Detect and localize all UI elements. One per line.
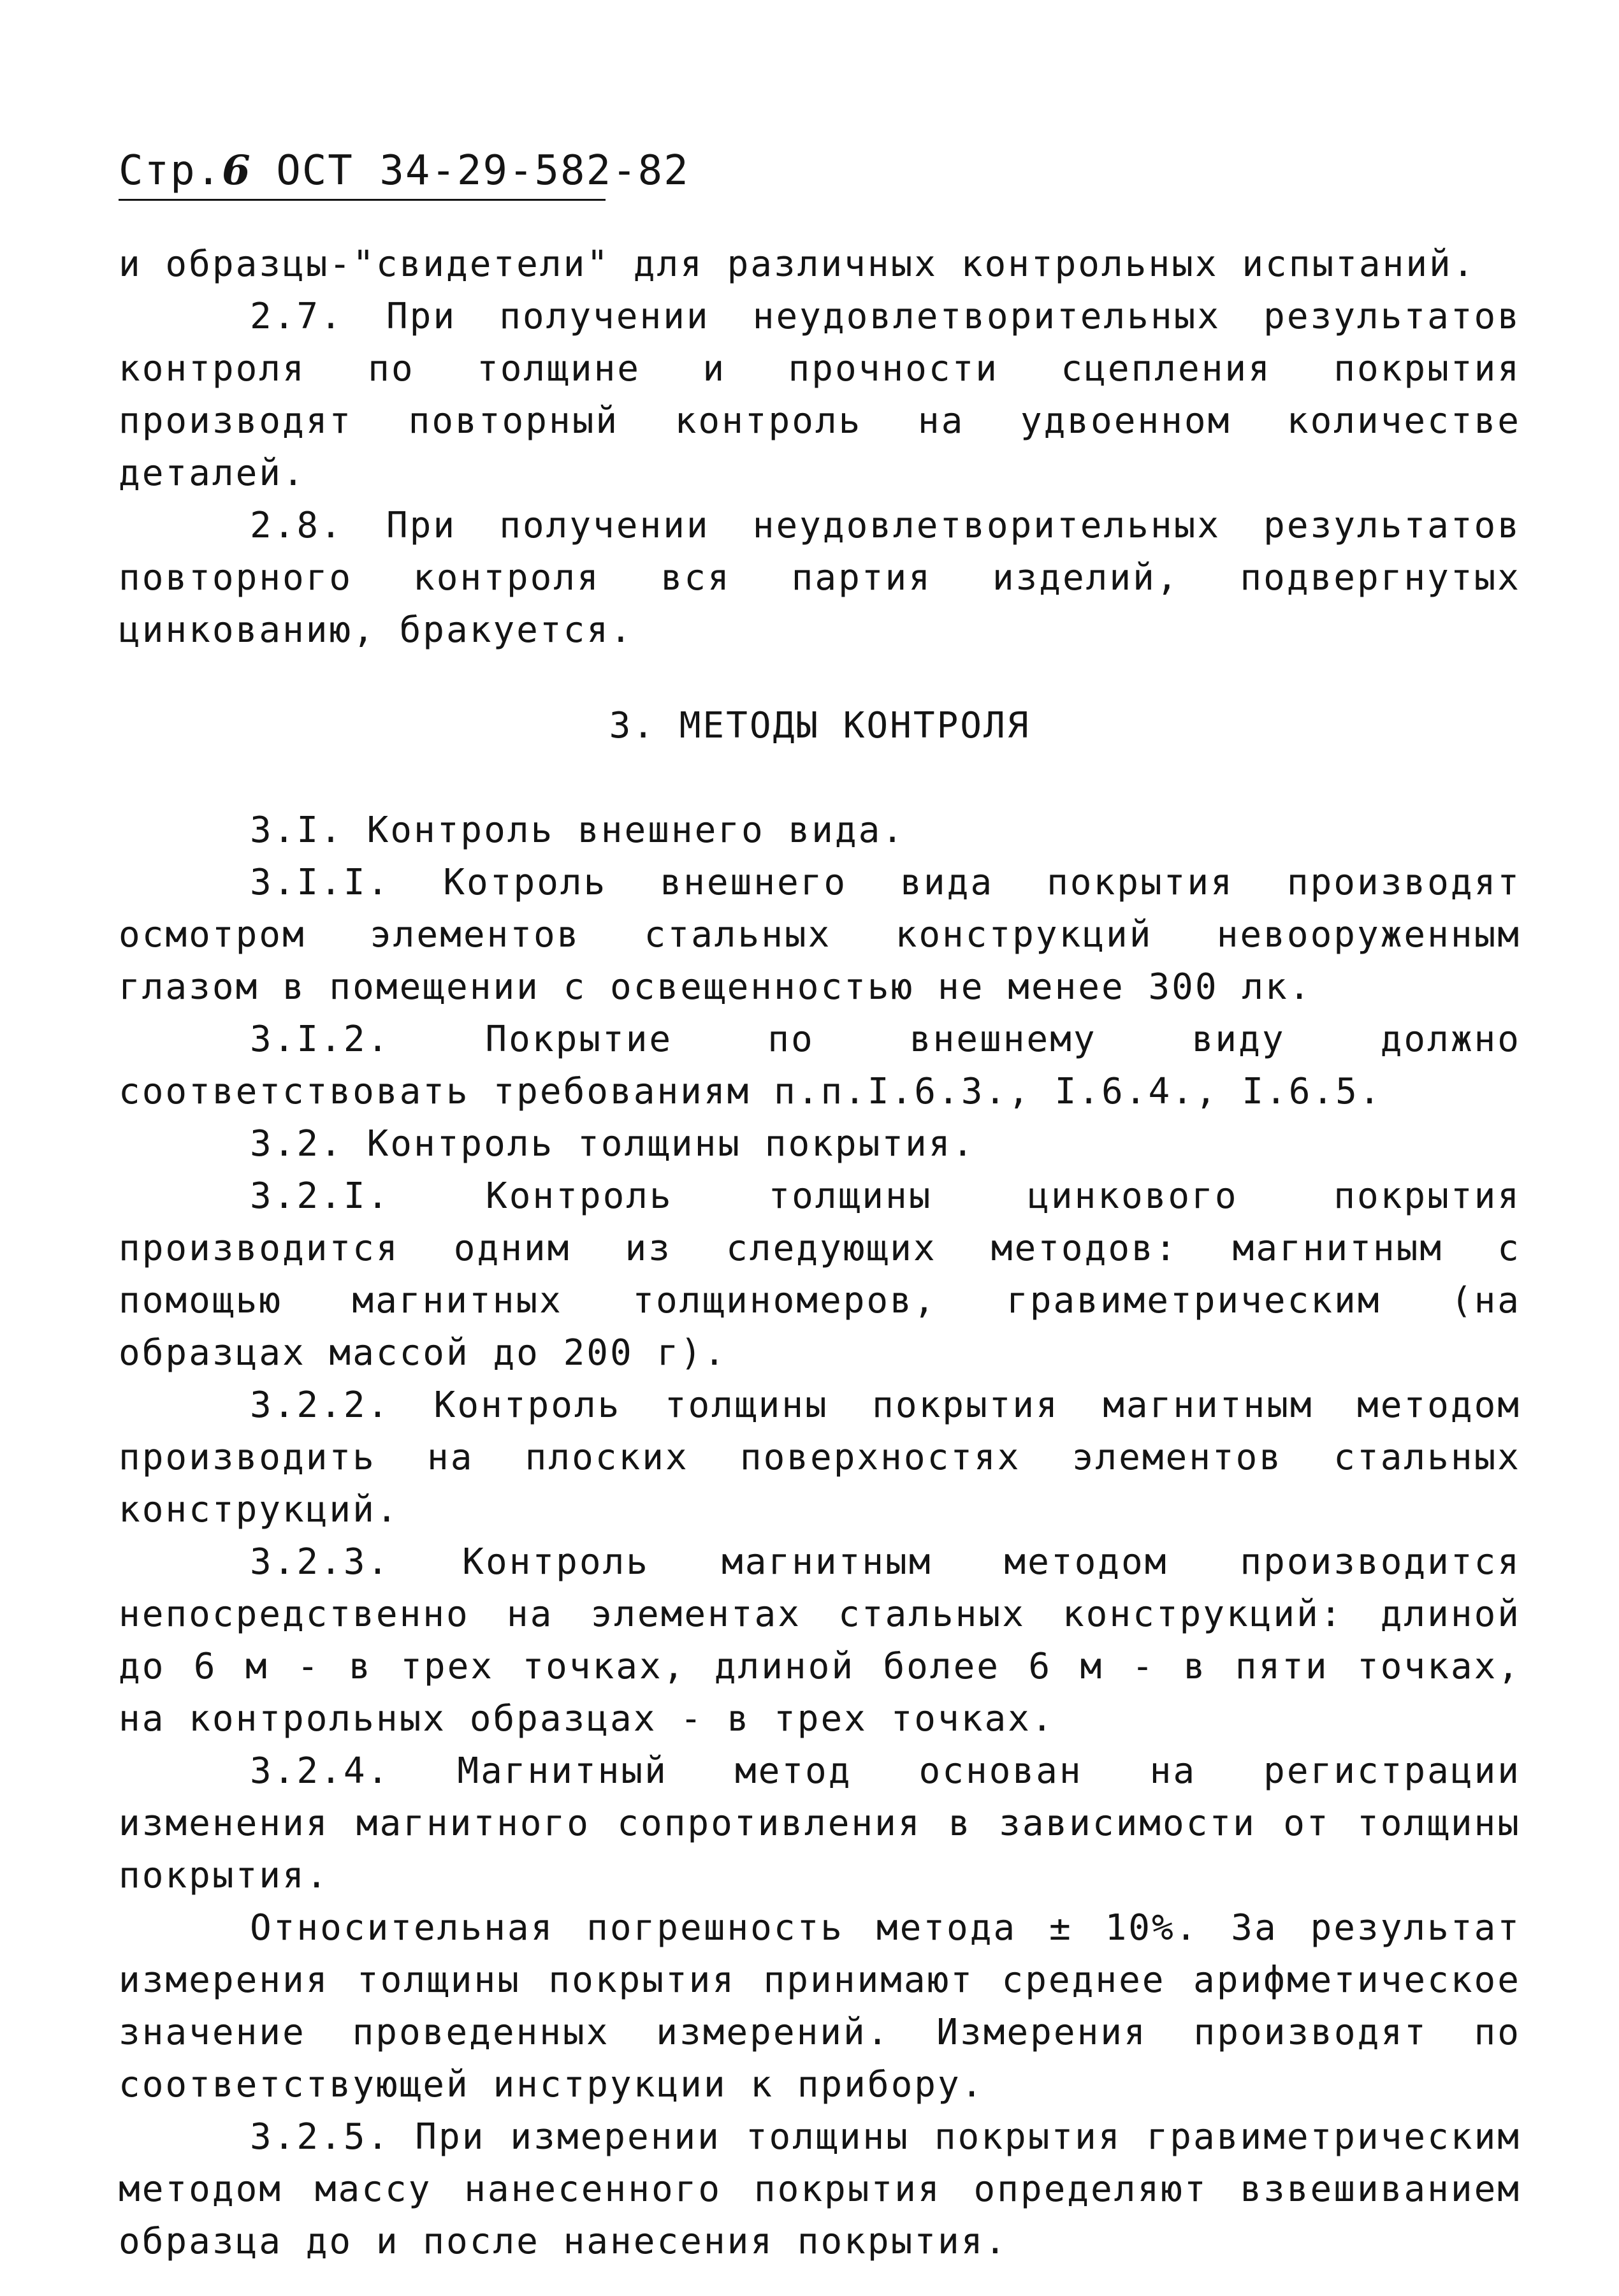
paragraph-3-2-2: 3.2.2. Контроль толщины покрытия магнитным методом производить на плоских поверхностях элементов стальных конструкций.: [119, 1384, 1521, 1530]
header-underline: [119, 199, 606, 201]
paragraph-3-2-5: 3.2.5. При измерении толщины покрытия гравиметрическим методом массу нанесенного покрытия определяют взвешиванием образца до и после нанесения покрытия.: [119, 2116, 1521, 2262]
page-label: Стр.: [119, 147, 222, 194]
paragraph-3-2-3: 3.2.3. Контроль магнитным методом производится непосредственно на элементах стальных конструкций: длиной до 6 м - в трех точках, длиной более 6 м - в пяти точках, на контрольных образцах - в трех точках.: [119, 1541, 1521, 1740]
section-title: 3. МЕТОДЫ КОНТРОЛЯ: [609, 705, 1031, 746]
paragraph-3-2: 3.2. Контроль толщины покрытия.: [250, 1123, 976, 1165]
page-header: [119, 145, 690, 196]
paragraph-3-2-1: 3.2.I. Контроль толщины цинкового покрытия производится одним из следующих методов: магнитным с помощью магнитных толщиномеров, гравиметрическим (на образцах массой до 200 г).: [119, 1175, 1521, 1374]
paragraph-3-1-1: 3.I.I. Котроль внешнего вида покрытия производят осмотром элементов стальных конструкций невооруженным глазом в помещении с освещенностью не менее 300 лк.: [119, 862, 1521, 1008]
page-number: 6: [222, 147, 250, 194]
paragraph-2-8: 2.8. При получении неудовлетворительных результатов повторного контроля вся партия изделий, подвергнутых цинкованию, бракуется.: [119, 505, 1521, 651]
paragraph-3-2-4-accuracy: Относительная погрешность метода ± 10%. За результат измерения толщины покрытия принимают среднее арифметическое значение проведенных измерений. Измерения производят по соответствующей инструкции к прибору.: [119, 1907, 1521, 2105]
paragraph-continuation: и образцы-"свидетели" для различных контрольных испытаний.: [119, 243, 1476, 285]
standard-code: ОСТ 34-29-582-82: [250, 147, 690, 194]
paragraph-3-1: 3.I. Контроль внешнего вида.: [250, 810, 906, 851]
paragraph-3-2-4: 3.2.4. Магнитный метод основан на регистрации изменения магнитного сопротивления в зависимости от толщины покрытия.: [119, 1750, 1521, 1896]
paragraph-2-7: 2.7. При получении неудовлетворительных результатов контроля по толщине и прочности сцепления покрытия производят повторный контроль на удвоенном количестве деталей.: [119, 296, 1521, 494]
paragraph-3-1-2: 3.I.2. Покрытие по внешнему виду должно соответствовать требованиям п.п.I.6.3., I.6.4., I.6.5.: [119, 1019, 1521, 1112]
document-body: [119, 238, 1521, 2268]
